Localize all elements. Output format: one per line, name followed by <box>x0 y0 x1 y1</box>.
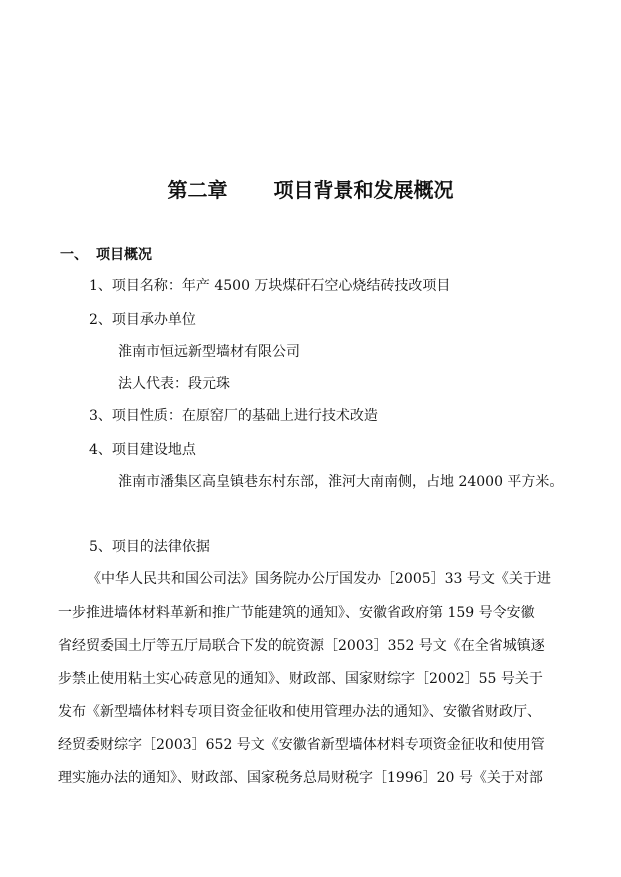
legal-basis-line: 理实施办法的通知》、财政部、国家税务总局财税字［1996］20 号《关于对部 <box>58 770 543 786</box>
project-location: 淮南市潘集区高皇镇巷东村东部，淮河大南南侧，占地 24000 平方米。 <box>118 474 564 490</box>
item-project-name: 1、项目名称：年产 4500 万块煤矸石空心烧结砖技改项目 <box>89 278 451 294</box>
item-location-label: 4、项目建设地点 <box>89 442 196 458</box>
legal-basis-line: 省经贸委国土厅等五厅局联合下发的皖资源［2003］352 号文《在全省城镇逐 <box>58 638 545 654</box>
chapter-title <box>0 176 621 204</box>
undertaker-company: 淮南市恒远新型墙材有限公司 <box>118 344 300 360</box>
legal-basis-line: 发布《新型墙体材料专项目资金征收和使用管理办法的通知》、安徽省财政厅、 <box>58 704 541 720</box>
legal-basis-line: 《中华人民共和国公司法》国务院办公厅国发办［2005］33 号文《关于进 <box>87 571 551 587</box>
legal-basis-line: 一步推进墙体材料革新和推广节能建筑的通知》、安徽省政府第 159 号令安徽 <box>58 605 535 621</box>
section-heading <box>60 245 152 265</box>
item-project-nature: 3、项目性质：在原窑厂的基础上进行技术改造 <box>89 408 378 424</box>
section-number: 一、 <box>60 247 88 263</box>
legal-representative: 法人代表：段元珠 <box>118 376 230 392</box>
section-title: 项目概况 <box>96 247 152 263</box>
legal-basis-line: 步禁止使用粘土实心砖意见的通知》、财政部、国家财综字［2002］55 号关于 <box>58 671 543 687</box>
legal-basis-line: 经贸委财综字［2003］652 号文《安徽省新型墙体材料专项资金征收和使用管 <box>58 737 545 753</box>
item-undertaker-label: 2、项目承办单位 <box>89 312 196 328</box>
chapter-number: 第二章 <box>167 178 228 202</box>
item-legal-basis-label: 5、项目的法律依据 <box>89 539 210 555</box>
chapter-heading: 项目背景和发展概况 <box>273 178 454 202</box>
